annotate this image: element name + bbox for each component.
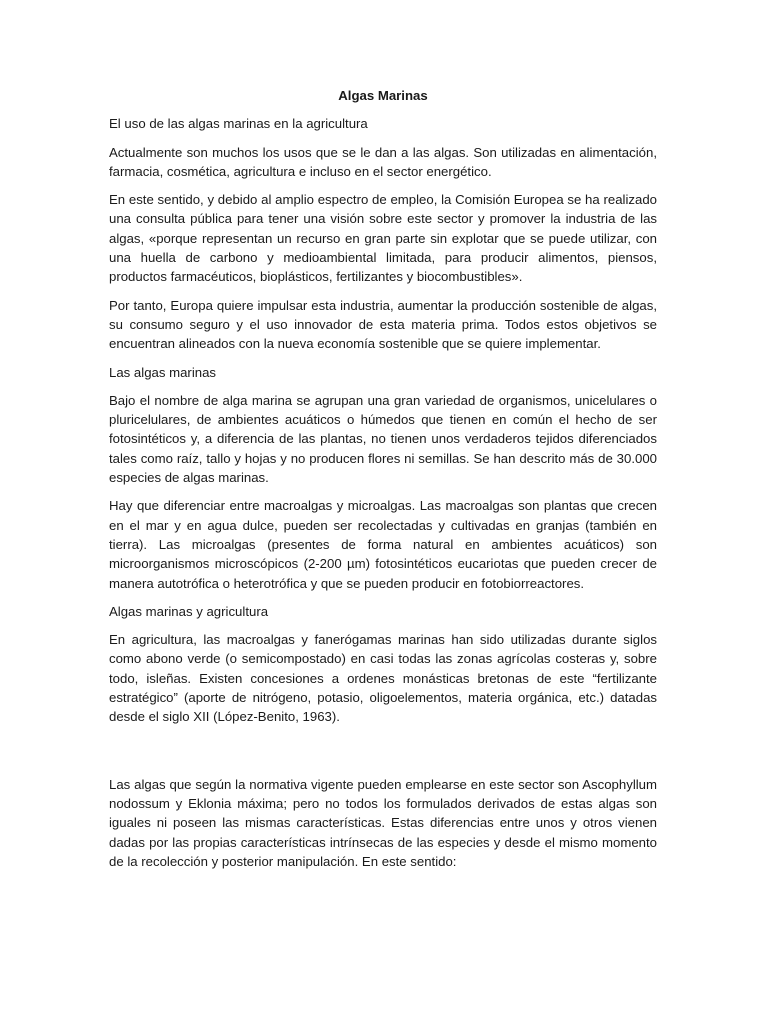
paragraph-europa-industria: Por tanto, Europa quiere impulsar esta industria, aumentar la producción sostenible de algas, su consumo seguro y el uso innovador de esta materia prima. Todos estos objetivos se encuentran alineados con la nueva economía sostenible que se quiere implementar. [109, 297, 657, 352]
paragraph-definicion: Bajo el nombre de alga marina se agrupan una gran variedad de organismos, unicelulares o pluricelulares, de ambientes acuáticos o húmedos que tienen en común el hecho de ser fotosintéticos y, a diferencia de las plantas, no tienen unos verdaderos tejidos diferenciados tales como raíz, tallo y hojas y no producen flores ni semillas. Se han descrito más de 30.000 especies de algas marinas. [109, 392, 657, 486]
paragraph-agricultura-historia: En agricultura, las macroalgas y fanerógamas marinas han sido utilizadas durante siglos como abono verde (o semicompostado) en casi todas las zonas agrícolas costeras y, sobre todo, isleñas. Existen concesiones a ordenes monásticas bretonas de este “fertilizante estratégico” (aporte de nitrógeno, potasio, oligoelementos, materia orgánica, etc.) datadas desde el siglo XII (López-Benito, 1963). [109, 632, 657, 725]
section-heading-agricultura: Algas marinas y agricultura [109, 603, 269, 619]
document-body [109, 86, 657, 880]
section-heading-uso: El uso de las algas marinas en la agricultura [109, 116, 368, 132]
section-heading-algas-marinas: Las algas marinas [109, 364, 217, 380]
blank-spacer [109, 736, 657, 775]
paragraph-comision-europea: En este sentido, y debido al amplio espectro de empleo, la Comisión Europea se ha realizado una consulta pública para tener una visión sobre este sector y promover la industria de las algas, «porque representan un recurso en gran parte sin explotar que se puede utilizar, con una huella de carbono y medioambiental limitada, para producir alimentos, piensos, productos farmacéuticos, bioplásticos, fertilizantes y biocombustibles». [109, 192, 657, 285]
paragraph-macro-microalgas: Hay que diferenciar entre macroalgas y microalgas. Las macroalgas son plantas que crecen en el mar y en agua dulce, pueden ser recolectadas y cultivadas en granjas (también en tierra). Las microalgas (presentes de forma natural en ambientes acuáticos) son microorganismos microscópicos (2-200 µm) fotosintéticos eucariotas que pueden crecer de manera autotrófica o heterotrófica y que se pueden producir en fotobiorreactores. [109, 498, 657, 591]
paragraph-usos: Actualmente son muchos los usos que se le dan a las algas. Son utilizadas en alimentación, farmacia, cosmética, agricultura e incluso en el sector energético. [109, 144, 657, 179]
document-title: Algas Marinas [338, 88, 428, 103]
paragraph-normativa: Las algas que según la normativa vigente pueden emplearse en este sector son Ascophyllum nodossum y Eklonia máxima; pero no todos los formulados derivados de estas algas son iguales ni poseen las mismas características. Estas diferencias entre unos y otros vienen dadas por las propias características intrínsecas de las especies y desde el mismo momento de la recolección y posterior manipulación. En este sentido: [109, 776, 657, 869]
